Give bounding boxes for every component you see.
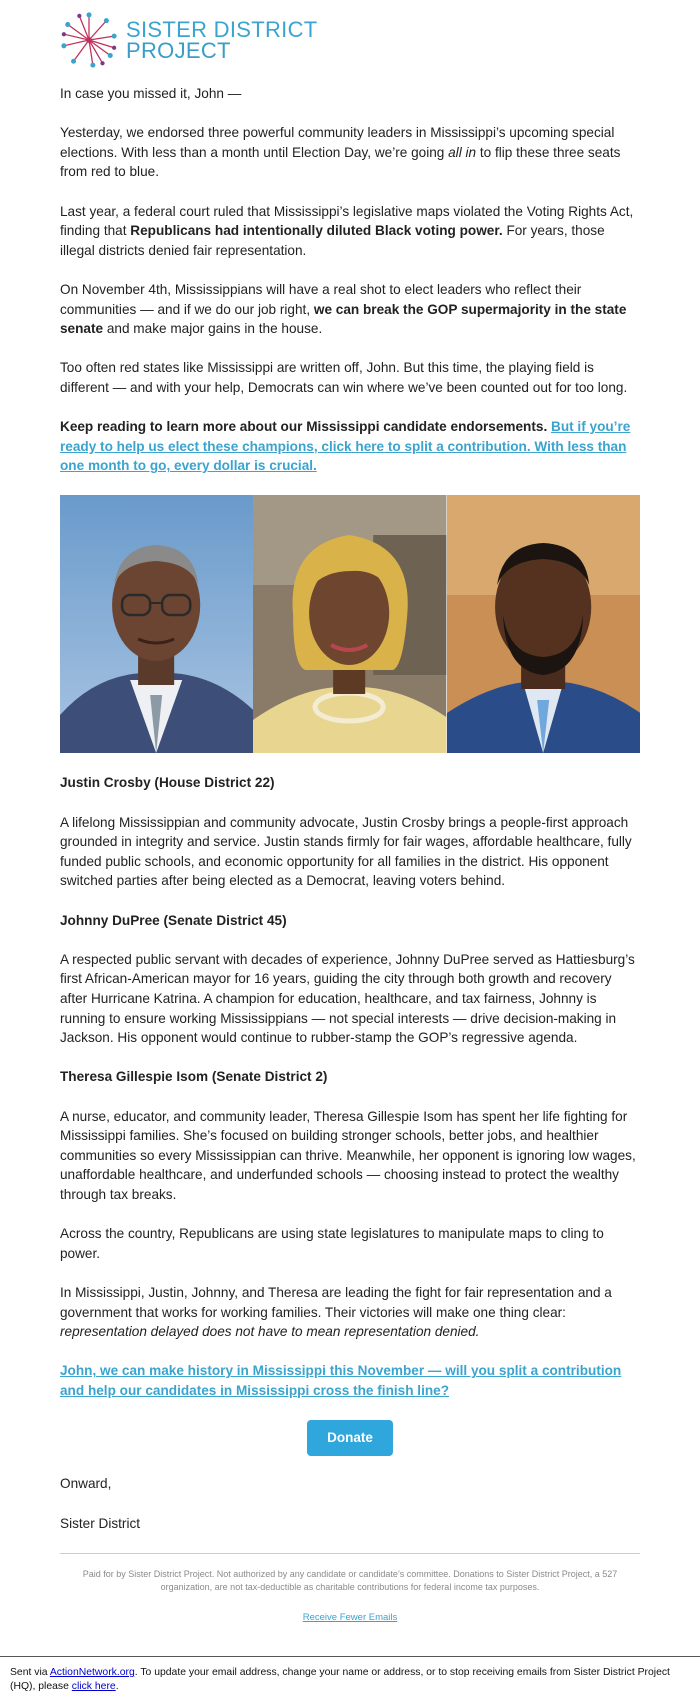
action-network-link[interactable]: ActionNetwork.org (49, 1667, 135, 1678)
history-contribution-link[interactable]: John, we can make history in Mississippi this November — will you split a contribution and help our candidates in Mississippi cross the finish line? (60, 1363, 622, 1398)
candidate-bio-isom: A nurse, educator, and community leader, Theresa Gillespie Isom has spent her life fighting for Mississippi families. She’s focused on building stronger schools, better jobs, and healthier communities so every Mississippian can thrive. Meanwhile, her opponent is ignoring low wages, unaffordable healthcare, and underfunded schools — choosing instead to protect the wealthy through tax breaks. (60, 1108, 636, 1202)
click-here-link[interactable]: click here (71, 1681, 116, 1692)
candidate-photos (60, 495, 640, 753)
candidate-heading-isom: Theresa Gillespie Isom (Senate District 2) (60, 1069, 328, 1085)
signoff: Onward, (60, 1476, 112, 1492)
paragraph-endorsement: Yesterday, we endorsed three powerful community leaders in Mississippi’s upcoming special elections. With less than a month until Election Day, we’re going all in to flip these three seats from red to blue. (60, 125, 621, 180)
donate-wrap (60, 1420, 640, 1456)
unsubscribe (60, 1612, 640, 1623)
donate-button[interactable]: Donate (307, 1420, 393, 1456)
paragraph-cta (60, 1361, 640, 1400)
candidate-heading-dupree: Johnny DuPree (Senate District 45) (60, 912, 287, 928)
greeting: In case you missed it, John — (60, 86, 242, 101)
paragraph-victories: In Mississippi, Justin, Johnny, and Theresa are leading the fight for fair representation and a government that works for working families. Their victories will make one thing clear: representation delayed does not have to mean representation denied. (60, 1284, 612, 1340)
starburst-logo-icon (60, 11, 118, 69)
candidate-bio-crosby: A lifelong Mississippian and community advocate, Justin Crosby brings a people-first approach grounded in integrity and service. Justin stands firmly for fair wages, affordable healthcare, fully funded public schools, and economic opportunity for all families in the district. His opponent switched parties after being elected as a Democrat, leaving voters behind. (60, 814, 632, 889)
email-body (60, 0, 640, 1623)
candidate-heading-crosby: Justin Crosby (House District 22) (60, 775, 275, 791)
disclaimer: Paid for by Sister District Project. Not authorized by any candidate or candidate’s committee. Donations to Sister District Project, a 527 organization, are not tax-deductible as charitable contributions for federal income tax purposes. (82, 1569, 618, 1593)
candidate-photo-crosby (60, 495, 253, 753)
action-network-footer: Sent via ActionNetwork.org. To update your email address, change your name or address, or to stop receiving emails from Sister District Project (HQ), please click here. (0, 1656, 700, 1694)
signature: Sister District (60, 1515, 141, 1531)
logo[interactable] (60, 0, 640, 80)
paragraph-november: On November 4th, Mississippians will have a real shot to elect leaders who reflect their communities — and if we do our job right, we can break the GOP supermajority in the state senate and make major gains in the house. (60, 281, 627, 337)
logo-text-line1: SISTER DISTRICT (126, 17, 318, 42)
candidate-photo-dupree (253, 495, 446, 753)
paragraph-maps: Across the country, Republicans are using state legislatures to manipulate maps to cling to power. (60, 1226, 604, 1261)
candidate-photo-isom (447, 495, 640, 753)
paragraph-court-ruling: Last year, a federal court ruled that Mississippi’s legislative maps violated the Voting Rights Act, finding that Republicans had intentionally diluted Black voting power. For years, those illegal districts denied fair representation. (60, 203, 634, 258)
candidate-bio-dupree: A respected public servant with decades of experience, Johnny DuPree served as Hattiesburg’s first African-American mayor for 16 years, guiding the city through both growth and recovery after Hurricane Katrina. A champion for education, healthcare, and tax fairness, Johnny is running to ensure working Mississippians — not special interests — drive decision-making in Jackson. His opponent would continue to rubber-stamp the GOP’s regressive agenda. (60, 951, 635, 1046)
paragraph-red-states: Too often red states like Mississippi are written off, John. But this time, the playing field is different — and with your help, Democrats can win where we’ve been counted out for too long. (60, 360, 628, 395)
paragraph-keep-reading: Keep reading to learn more about our Mississippi candidate endorsements. But if you’re ready to help us elect these champions, click here to split a contribution. With less than one month to go, every dollar is crucial. (60, 419, 631, 474)
footer-divider (60, 1553, 640, 1554)
logo-text-line2: PROJECT (126, 38, 231, 63)
receive-fewer-emails-link[interactable]: Receive Fewer Emails (302, 1612, 398, 1624)
split-contribution-link[interactable]: But if you’re ready to help us elect these champions, click here to split a contribution. With less than one month to go, every dollar is crucial. (60, 419, 631, 474)
